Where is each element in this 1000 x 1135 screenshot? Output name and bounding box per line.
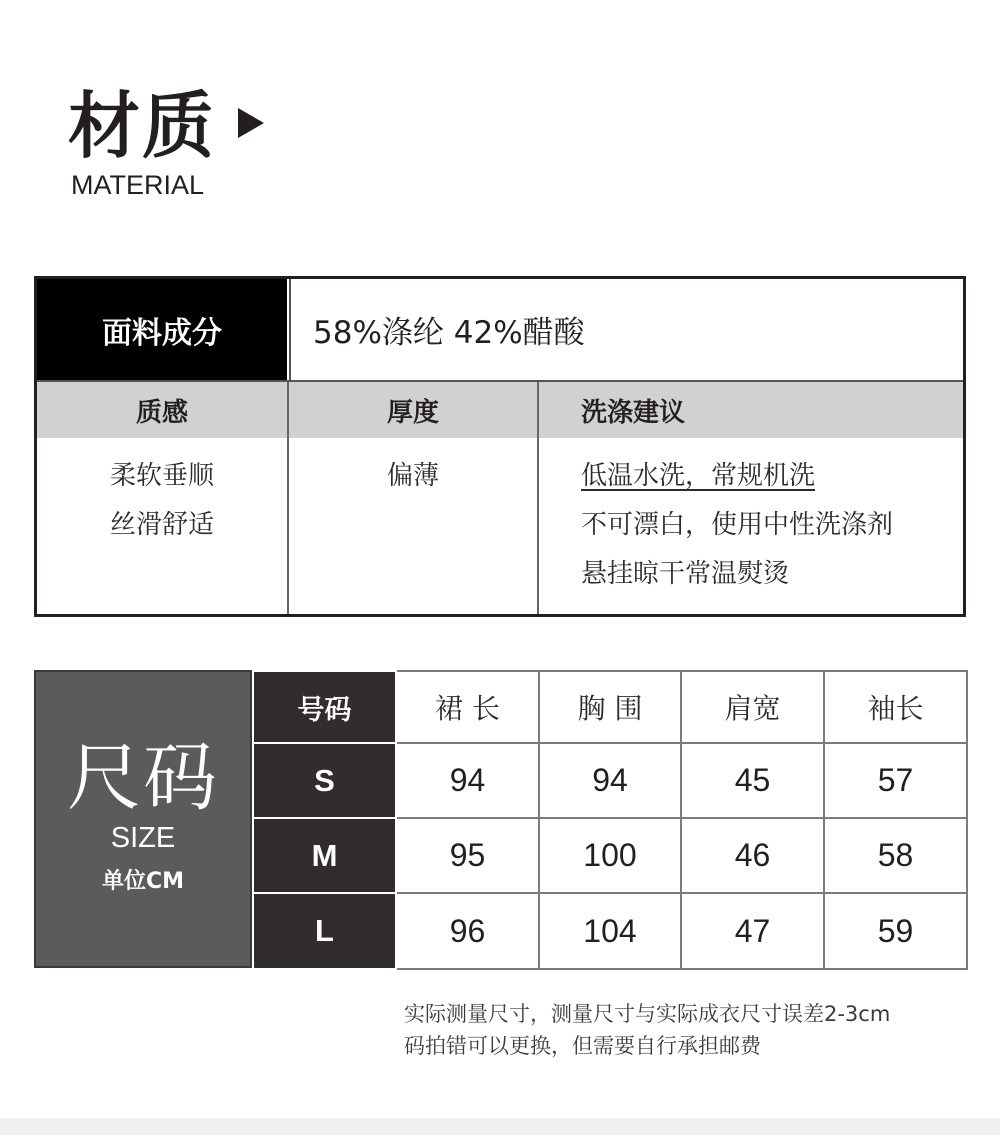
- header-size-code: 号码: [253, 671, 396, 743]
- size-value: 100: [539, 818, 681, 893]
- size-title: 尺码: [67, 735, 219, 821]
- care-line: 低温水洗，常规机洗: [581, 461, 816, 491]
- material-header-row: [37, 382, 963, 438]
- header-sleeve: 袖长: [824, 671, 967, 743]
- size-value: 45: [681, 743, 824, 818]
- size-value: 58: [824, 818, 967, 893]
- texture-line: 柔软垂顺: [109, 461, 214, 491]
- texture-header: 质感: [135, 397, 188, 428]
- size-unit: 单位CM: [101, 869, 185, 894]
- note-line: 实际测量尺寸，测量尺寸与实际成衣尺寸误差2-3cm: [404, 1002, 891, 1026]
- care-cell: [581, 452, 961, 599]
- thickness-header: 厚度: [386, 397, 439, 428]
- header-dress-length: 裙 长: [396, 671, 539, 743]
- size-code: S: [253, 743, 396, 818]
- size-value: 47: [681, 893, 824, 969]
- material-table: [34, 276, 966, 617]
- texture-cell: [37, 452, 287, 550]
- size-value: 46: [681, 818, 824, 893]
- size-value: 95: [396, 818, 539, 893]
- table-row: [253, 818, 967, 893]
- footer-divider: [0, 1118, 1000, 1135]
- table-row: [253, 893, 967, 969]
- thickness-value: 偏薄: [386, 461, 439, 491]
- size-value: 94: [396, 743, 539, 818]
- fabric-label: 面料成分: [37, 279, 287, 380]
- header-bust: 胸 围: [539, 671, 681, 743]
- size-code: L: [253, 893, 396, 969]
- thickness-cell: [289, 452, 537, 501]
- material-title: 材质: [68, 84, 217, 168]
- texture-line: 丝滑舒适: [109, 510, 214, 540]
- triangle-right-icon: [238, 108, 264, 138]
- size-value: 57: [824, 743, 967, 818]
- table-row: [253, 743, 967, 818]
- size-grid: [252, 670, 968, 970]
- material-subtitle: MATERIAL: [71, 170, 205, 200]
- fabric-value: 58%涤纶 42%醋酸: [289, 279, 963, 380]
- header-shoulder: 肩宽: [681, 671, 824, 743]
- care-line: 不可漂白，使用中性洗涤剂: [581, 510, 894, 540]
- measurement-note: [404, 998, 890, 1062]
- material-body-row: [37, 438, 963, 614]
- size-code: M: [253, 818, 396, 893]
- size-value: 94: [539, 743, 681, 818]
- size-header-row: [253, 671, 967, 743]
- size-value: 104: [539, 893, 681, 969]
- size-value: 96: [396, 893, 539, 969]
- size-subtitle: SIZE: [110, 822, 176, 854]
- care-line: 悬挂晾干常温熨烫: [581, 559, 790, 589]
- note-line: 码拍错可以更换，但需要自行承担邮费: [404, 1034, 761, 1058]
- care-header: 洗涤建议: [581, 397, 686, 428]
- size-title-panel: [34, 670, 252, 968]
- fabric-row: [37, 279, 963, 382]
- material-heading: [68, 84, 264, 200]
- size-value: 59: [824, 893, 967, 969]
- size-table: [34, 670, 966, 968]
